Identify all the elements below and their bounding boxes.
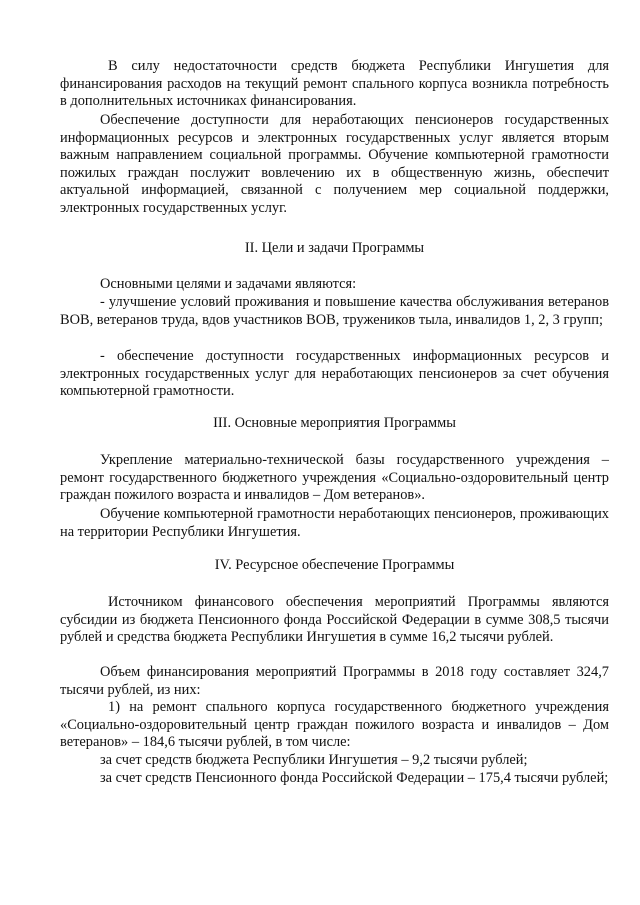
intro-paragraph-1: В силу недостаточности средств бюджета Республики Ингушетия для финансирования расходов на текущий ремонт спального корпуса возникла потребность в дополнительных источниках финансирования.: [60, 58, 609, 110]
section-4-paragraph-4: за счет средств бюджета Республики Ингушетия – 9,2 тысячи рублей;: [100, 752, 528, 768]
section-2-lead: Основными целями и задачами являются:: [100, 276, 357, 292]
section-2-item-1: - улучшение условий проживания и повышение качества обслуживания ветеранов ВОВ, ветеранов труда, вдов участников ВОВ, тружеников тыла, инвалидов 1, 2, 3 групп;: [60, 294, 609, 328]
section-4-paragraph-2: Объем финансирования мероприятий Программы в 2018 году составляет 324,7 тысячи рублей, из них:: [60, 664, 609, 698]
section-3-paragraph-2: Обучение компьютерной грамотности неработающих пенсионеров, проживающих на территории Республики Ингушетия.: [60, 506, 609, 540]
section-4-paragraph-3: 1) на ремонт спального корпуса государственного бюджетного учреждения «Социально-оздоровительный центр граждан пожилого возраста и инвалидов – Дом ветеранов» – 184,6 тысячи рублей, в том числе:: [60, 699, 609, 751]
section-4-paragraph-1: Источником финансового обеспечения мероприятий Программы являются субсидии из бюджета Пенсионного фонда Российской Федерации в сумме 308,5 тысячи рублей и средства бюджета Республики Ингушетия в сумме 16,2 тысячи рублей.: [60, 594, 609, 646]
intro-paragraph-2: Обеспечение доступности для неработающих пенсионеров государственных информационных ресурсов и электронных государственных услуг является вторым важным направлением социальной программы. Обучение компьютерной грамотности пожилых граждан послужит вовлечению их в общественную жизнь, обеспечит актуальной информацией, связанной с получением мер социальной поддержки, электронных государственных услуг.: [60, 112, 609, 216]
section-3-paragraph-1: Укрепление материально-технической базы государственного учреждения – ремонт государственного бюджетного учреждения «Социально-оздоровительный центр граждан пожилого возраста и инвалидов – Дом ветеранов».: [60, 452, 609, 504]
section-2-item-2: - обеспечение доступности государственных информационных ресурсов и электронных государственных услуг для неработающих пенсионеров за счет обучения компьютерной грамотности.: [60, 348, 609, 400]
section-4-paragraph-5: за счет средств Пенсионного фонда Российской Федерации – 175,4 тысячи рублей;: [100, 770, 609, 786]
section-3-heading: III. Основные мероприятия Программы: [213, 415, 456, 431]
section-4-heading: IV. Ресурсное обеспечение Программы: [214, 557, 455, 573]
section-2-heading: II. Цели и задачи Программы: [244, 240, 425, 256]
